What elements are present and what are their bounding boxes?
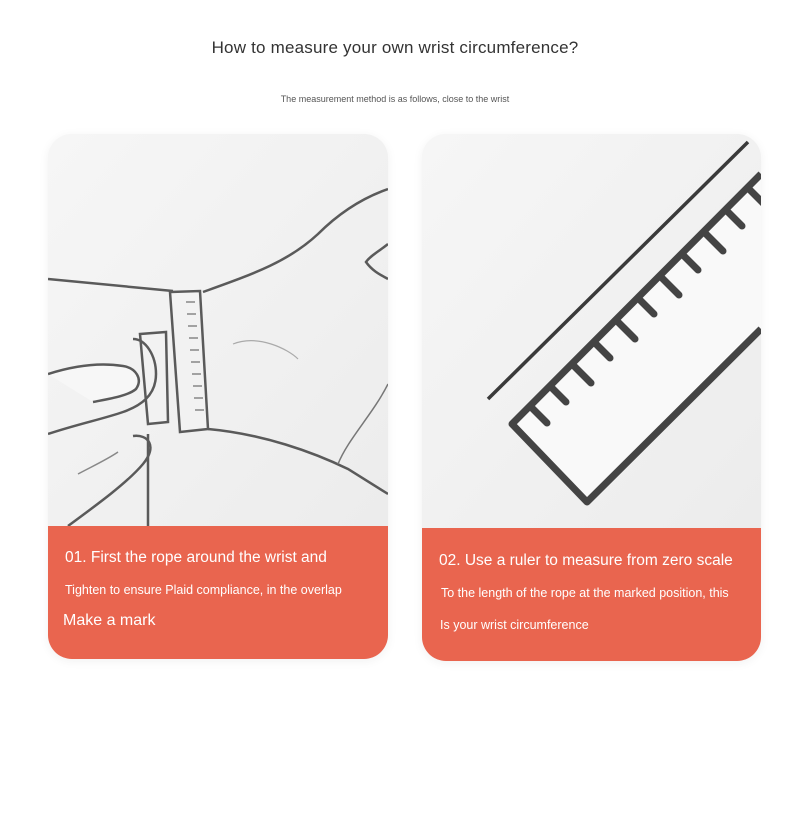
step-1-panel	[48, 526, 388, 659]
wrist-measuring-illustration	[48, 134, 388, 526]
step-card-2	[422, 134, 761, 661]
ruler-icon	[422, 134, 761, 528]
hand-tape-icon	[48, 134, 388, 526]
step-card-1	[48, 134, 388, 659]
page-title: How to measure your own wrist circumference?	[211, 38, 579, 57]
step-2-heading: 02. Use a ruler to measure from zero scale	[439, 552, 733, 569]
step-1-text-line-2: Tighten to ensure Plaid compliance, in the overlap	[65, 583, 342, 597]
page-subtitle: The measurement method is as follows, close to the wrist	[280, 94, 510, 104]
step-1-text-line-3: Make a mark	[63, 612, 156, 629]
step-2-text-line-2: To the length of the rope at the marked position, this	[441, 586, 729, 600]
ruler-illustration	[422, 134, 761, 528]
step-2-text-line-3: Is your wrist circumference	[440, 618, 589, 632]
step-1-heading: 01. First the rope around the wrist and	[65, 549, 327, 566]
step-2-panel	[422, 528, 761, 661]
